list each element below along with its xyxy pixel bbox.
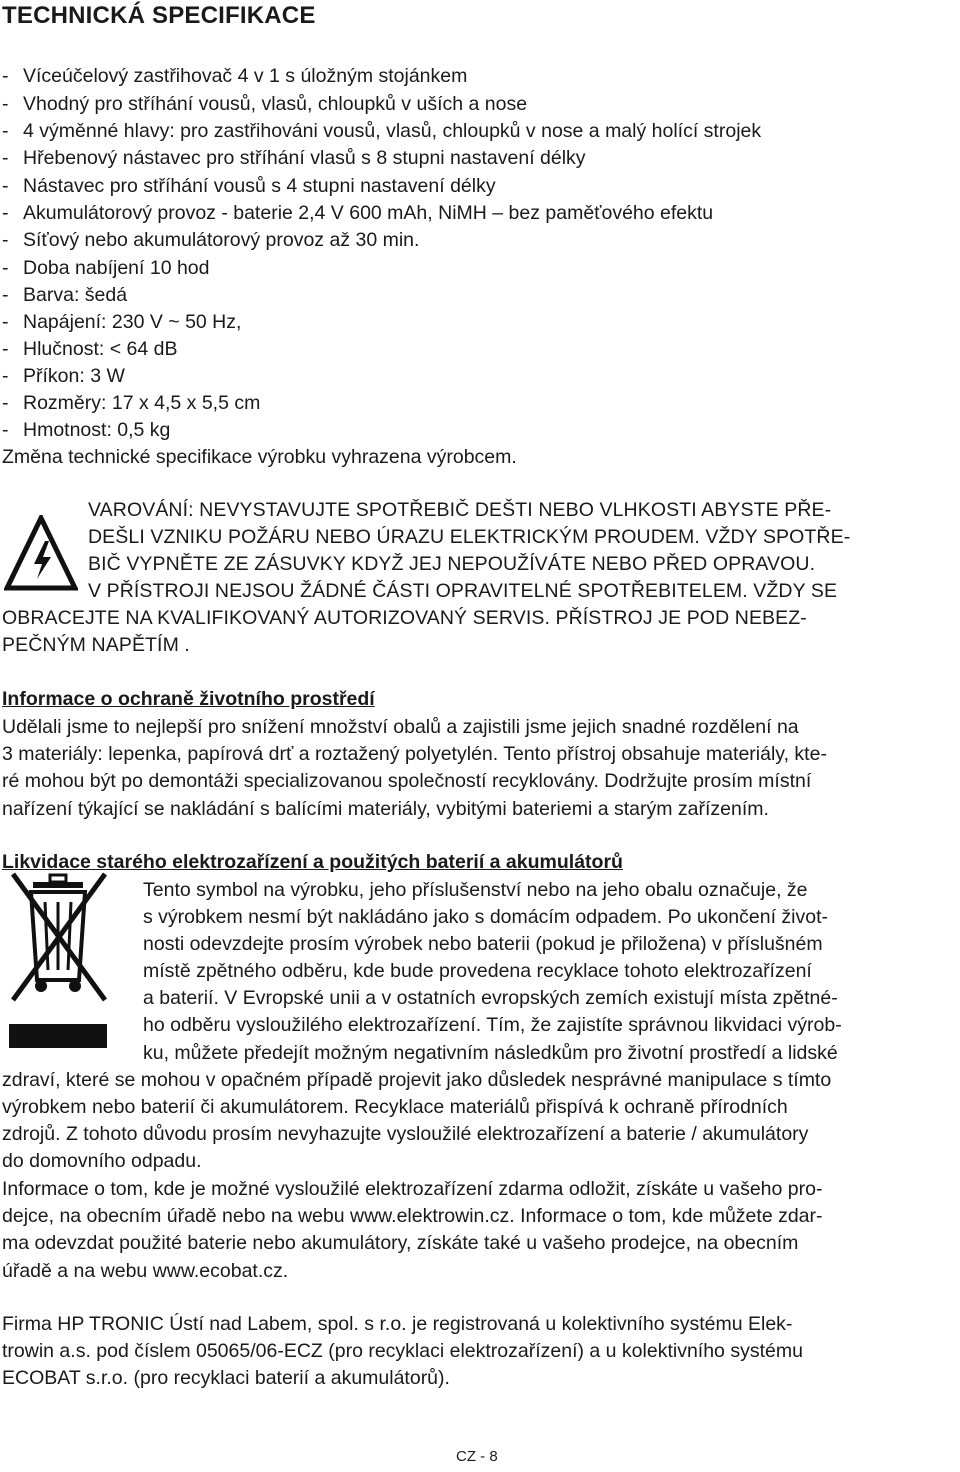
list-dash: - bbox=[2, 93, 9, 115]
list-dash: - bbox=[2, 229, 9, 251]
environment-line: nařízení týkající se nakládání s balícími materiály, vybitými bateriemi a starým zařízením. bbox=[2, 798, 769, 820]
spec-item bbox=[2, 200, 713, 227]
list-dash: - bbox=[2, 365, 9, 387]
spec-text: 4 výměnné hlavy: pro zastřihováni vousů, vlasů, chloupků v nose a malý holící strojek bbox=[23, 120, 762, 142]
disposal-line: ku, můžete předejít možným negativním následkům pro životní prostředí a lidské bbox=[143, 1042, 838, 1064]
warning-line: V PŘÍSTROJI NEJSOU ŽÁDNÉ ČÁSTI OPRAVITELNÉ SPOTŘEBITELEM. VŽDY SE bbox=[88, 580, 838, 602]
warning-line: BIČ VYPNĚTE ZE ZÁSUVKY KDYŽ JEJ NEPOUŽÍVÁTE NEBO PŘED OPRAVOU. bbox=[88, 553, 816, 575]
environment-line: ré mohou být po demontáži specializovanou společností recyklovány. Dodržujte prosím místní bbox=[2, 770, 812, 792]
warning-line: OBRACEJTE NA KVALIFIKOVANÝ AUTORIZOVANÝ SERVIS. PŘÍSTROJ JE POD NEBEZ- bbox=[2, 607, 807, 629]
warning-line: DEŠLI VZNIKU POŽÁRU NEBO ÚRAZU ELEKTRICKÝM PROUDEM. VŽDY SPOTŘE- bbox=[88, 526, 851, 548]
list-dash: - bbox=[2, 284, 9, 306]
warning-line: VAROVÁNÍ: NEVYSTAVUJTE SPOTŘEBIČ DEŠTI NEBO VLHKOSTI ABYSTE PŘE- bbox=[88, 499, 832, 521]
list-dash: - bbox=[2, 419, 9, 441]
company-line: ECOBAT s.r.o. (pro recyklaci baterií a akumulátorů). bbox=[2, 1367, 450, 1389]
warning-line: PEČNÝM NAPĚTÍM . bbox=[2, 634, 190, 656]
spec-text: Napájení: 230 V ~ 50 Hz, bbox=[23, 311, 242, 333]
spec-item bbox=[2, 255, 210, 282]
disposal-line: ma odevzdat použité baterie nebo akumulátory, získáte také u vašeho prodejce, na obecním bbox=[2, 1232, 799, 1254]
spec-text: Nástavec pro stříhání vousů s 4 stupni nastavení délky bbox=[23, 175, 496, 197]
list-dash: - bbox=[2, 338, 9, 360]
list-dash: - bbox=[2, 257, 9, 279]
disposal-line: dejce, na obecním úřadě nebo na webu www.elektrowin.cz. Informace o tom, kde můžete zdar- bbox=[2, 1205, 823, 1227]
spec-item bbox=[2, 118, 761, 145]
disposal-line: místě zpětného odběru, kde bude provedena recyklace tohoto elektrozařízení bbox=[143, 960, 812, 982]
disposal-line: Tento symbol na výrobku, jeho příslušenství nebo na jeho obalu označuje, že bbox=[143, 879, 808, 901]
disposal-line: nosti odevzdejte prosím výrobek nebo baterii (pokud je přiložena) v příslušném bbox=[143, 933, 823, 955]
disposal-line: zdrojů. Z tohoto důvodu prosím nevyhazujte vysloužilé elektrozařízení a baterie / akumulátory bbox=[2, 1123, 809, 1145]
page-title: TECHNICKÁ SPECIFIKACE bbox=[2, 2, 316, 29]
spec-text: Síťový nebo akumulátorový provoz až 30 min. bbox=[23, 229, 420, 251]
environment-line: 3 materiály: lepenka, papírová drť a roztažený polyetylén. Tento přístroj obsahuje materiály, kte- bbox=[2, 743, 827, 765]
spec-item bbox=[2, 145, 586, 172]
spec-text: Hřebenový nástavec pro stříhání vlasů s 8 stupni nastavení délky bbox=[23, 147, 586, 169]
disposal-line: ho odběru vysloužilého elektrozařízení. Tím, že zajistíte správnou likvidaci výrob- bbox=[143, 1014, 842, 1036]
spec-text: Příkon: 3 W bbox=[23, 365, 125, 387]
company-line: Firma HP TRONIC Ústí nad Labem, spol. s r.o. je registrovaná u kolektivního systému Elek- bbox=[2, 1313, 793, 1335]
spec-item bbox=[2, 227, 419, 254]
spec-text: Akumulátorový provoz - baterie 2,4 V 600 mAh, NiMH – bez paměťového efektu bbox=[23, 202, 714, 224]
environment-line: Udělali jsme to nejlepší pro snížení množství obalů a zajistili jsme jejich snadné rozdělení na bbox=[2, 716, 799, 738]
list-dash: - bbox=[2, 175, 9, 197]
spec-item bbox=[2, 63, 467, 90]
environment-heading: Informace o ochraně životního prostředí bbox=[2, 688, 375, 710]
spec-item bbox=[2, 336, 177, 363]
spec-note: Změna technické specifikace výrobku vyhrazena výrobcem. bbox=[2, 446, 517, 468]
spec-text: Doba nabíjení 10 hod bbox=[23, 257, 210, 279]
spec-text: Vhodný pro stříhání vousů, vlasů, chloupků v uších a nose bbox=[23, 93, 528, 115]
disposal-line: zdraví, které se mohou v opačném případě projevit jako důsledek nesprávné manipulace s tímto bbox=[2, 1069, 832, 1091]
spec-item bbox=[2, 363, 125, 390]
electric-hazard-icon bbox=[4, 515, 78, 591]
disposal-line: a baterií. V Evropské unii a v ostatních evropských zemích existují místa zpětné- bbox=[143, 987, 838, 1009]
company-line: trowin a.s. pod číslem 05065/06-ECZ (pro recyklaci elektrozařízení) a u kolektivního systému bbox=[2, 1340, 803, 1362]
disposal-line: úřadě a na webu www.ecobat.cz. bbox=[2, 1260, 289, 1282]
list-dash: - bbox=[2, 147, 9, 169]
spec-text: Barva: šedá bbox=[23, 284, 128, 306]
disposal-heading: Likvidace starého elektrozařízení a použitých baterií a akumulátorů bbox=[2, 851, 623, 873]
disposal-line: Informace o tom, kde je možné vysloužilé elektrozařízení zdarma odložit, získáte u vašeho pro- bbox=[2, 1178, 823, 1200]
spec-text: Hmotnost: 0,5 kg bbox=[23, 419, 171, 441]
list-dash: - bbox=[2, 65, 9, 87]
spec-item bbox=[2, 282, 127, 309]
disposal-line: s výrobkem nesmí být nakládáno jako s domácím odpadem. Po ukončení život- bbox=[143, 906, 829, 928]
spec-item bbox=[2, 309, 241, 336]
disposal-line: do domovního odpadu. bbox=[2, 1150, 202, 1172]
page-number: CZ - 8 bbox=[456, 1448, 498, 1465]
spec-item bbox=[2, 417, 170, 444]
list-dash: - bbox=[2, 311, 9, 333]
spec-item bbox=[2, 173, 496, 200]
disposal-line: výrobkem nebo baterií či akumulátorem. Recyklace materiálů přispívá k ochraně přírodních bbox=[2, 1096, 788, 1118]
list-dash: - bbox=[2, 202, 9, 224]
spec-text: Rozměry: 17 x 4,5 x 5,5 cm bbox=[23, 392, 261, 414]
list-dash: - bbox=[2, 120, 9, 142]
spec-text: Víceúčelový zastřihovač 4 v 1 s úložným stojánkem bbox=[23, 65, 468, 87]
crossed-out-bin-icon bbox=[5, 870, 111, 1052]
spec-item bbox=[2, 390, 260, 417]
list-dash: - bbox=[2, 392, 9, 414]
spec-item bbox=[2, 91, 527, 118]
spec-text: Hlučnost: < 64 dB bbox=[23, 338, 178, 360]
